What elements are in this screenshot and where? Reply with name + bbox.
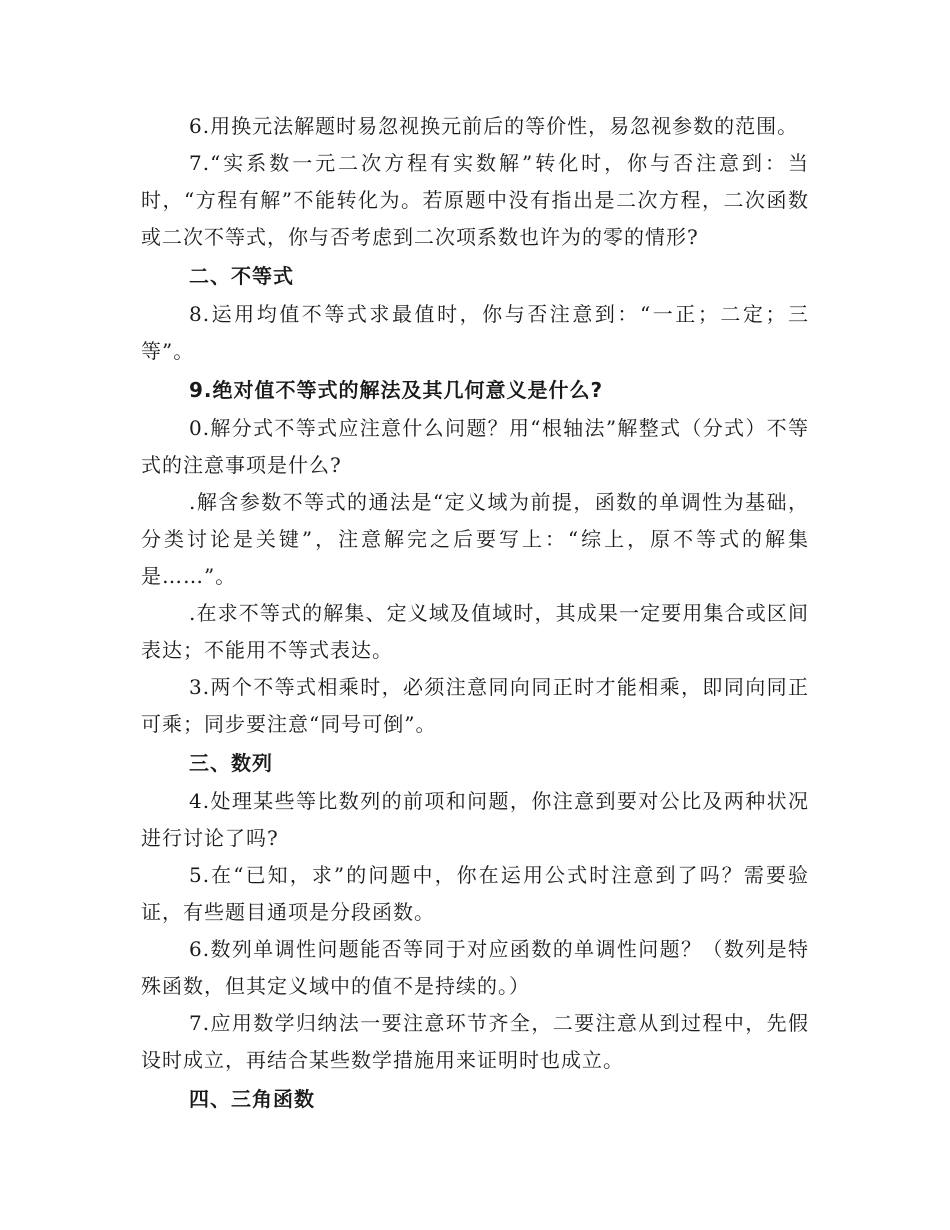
document-page <box>141 108 809 1119</box>
section-heading-sequences: 三、数列 <box>189 751 273 775</box>
item-13-multiplying-inequalities: 3.两个不等式相乘时，必须注意同向同正时才能相乘，即同向同正可乘；同步要注意“同号可倒”。 <box>141 675 809 736</box>
item-14-geometric-sum: 4.处理某些等比数列的前项和问题，你注意到要对公比及两种状况进行讨论了吗? <box>141 789 809 850</box>
section-heading-inequalities: 二、不等式 <box>189 264 294 288</box>
section-heading-trigonometry: 四、三角函数 <box>189 1087 315 1111</box>
item-17-induction: 7.应用数学归纳法一要注意环节齐全，二要注意从到过程中，先假设时成立，再结合某些数学措施用来证明时也成立。 <box>141 1011 809 1072</box>
item-10-fractional-inequality: 0.解分式不等式应注意什么问题？用“根轴法”解整式（分式）不等式的注意事项是什么? <box>141 416 809 477</box>
item-11-parametric-inequality: .解含参数不等式的通法是“定义域为前提，函数的单调性为基础，分类讨论是关键”，注意解完之后要写上：“综上，原不等式的解集是……”。 <box>141 490 809 588</box>
item-8-mean-inequality: 8.运用均值不等式求最值时，你与否注意到：“一正；二定；三等”。 <box>141 302 809 363</box>
item-16-monotonicity: 6.数列单调性问题能否等同于对应函数的单调性问题？（数列是特殊函数，但其定义域中的值不是持续的。） <box>141 937 809 998</box>
item-7-quadratic-equation: 7.“实系数一元二次方程有实数解”转化时，你与否注意到：当时，“方程有解”不能转化为。若原题中没有指出是二次方程，二次函数或二次不等式，你与否考虑到二次项系数也许为的零的情形? <box>141 151 809 249</box>
item-6-substitution: 6.用换元法解题时易忽视换元前后的等价性，易忽视参数的范围。 <box>189 114 799 138</box>
item-9-absolute-value-heading: 9.绝对值不等式的解法及其几何意义是什么? <box>189 378 604 402</box>
item-12-solution-set: .在求不等式的解集、定义域及值域时，其成果一定要用集合或区间表达；不能用不等式表达。 <box>141 601 809 662</box>
item-15-known-find: 5.在“已知，求”的问题中，你在运用公式时注意到了吗？需要验证，有些题目通项是分段函数。 <box>141 863 809 924</box>
